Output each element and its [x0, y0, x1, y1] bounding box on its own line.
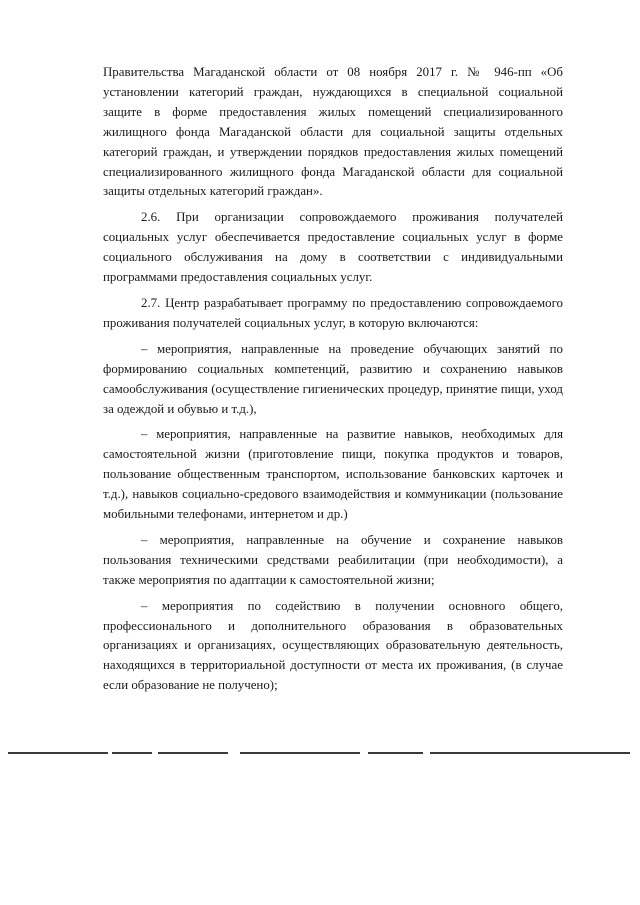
document-body [103, 63, 563, 696]
paragraph-2-7: 2.7. Центр разрабатывает программу по предоставлению сопровождаемого проживания получателей социальных услуг, в которую включаются: [103, 295, 563, 330]
paragraph-2-6: 2.6. При организации сопровождаемого проживания получателей социальных услуг обеспечивается предоставление социальных услуг в форме социального обслуживания на дому в соответствии с индивидуальными программами предоставления социальных услуг. [103, 210, 563, 285]
scan-line-segment [112, 752, 152, 754]
list-item-rehabilitation-means: – мероприятия, направленные на обучение и сохранение навыков пользования техническими средствами реабилитации (при необходимости), а также мероприятия по адаптации к самостоятельной жизни; [103, 532, 563, 587]
list-item-independent-living: – мероприятия, направленные на развитие навыков, необходимых для самостоятельной жизни (приготовление пищи, покупка продуктов и товаров, пользование общественным транспортом, использование банковских карточек и т.д.), навыков социально-средового взаимодействия и коммуникации (пользование мобильными телефонами, интернетом и др.) [103, 427, 563, 522]
scan-line-segment [8, 752, 108, 754]
list-item-education: – мероприятия по содействию в получении основного общего, профессионального и дополнительного образования в образовательных организациях и организациях, осуществляющих образовательную деятельность, находящихся в территориальной доступности от места их проживания, (в случае если образование не получено); [103, 598, 563, 693]
paragraph-continuation: Правительства Магаданской области от 08 ноября 2017 г. № 946-пп «Об установлении категорий граждан, нуждающихся в специальной социальной защите в форме предоставления жилых помещений специализированного жилищного фонда Магаданской области для социальной защиты отдельных категорий граждан, и утверждении порядков предоставления жилых помещений специализированного жилищного фонда Магаданской области для социальной защиты отдельных категорий граждан». [103, 65, 563, 199]
scan-line-segment [430, 752, 630, 754]
list-item-social-competences: – мероприятия, направленные на проведение обучающих занятий по формированию социальных компетенций, развитию и сохранению навыков самообслуживания (осуществление гигиенических процедур, принятие пищи, уход за одеждой и обувью и т.д.), [103, 341, 563, 416]
scan-line-segment [158, 752, 228, 754]
scan-line-segment [368, 752, 423, 754]
scan-line-segment [240, 752, 360, 754]
